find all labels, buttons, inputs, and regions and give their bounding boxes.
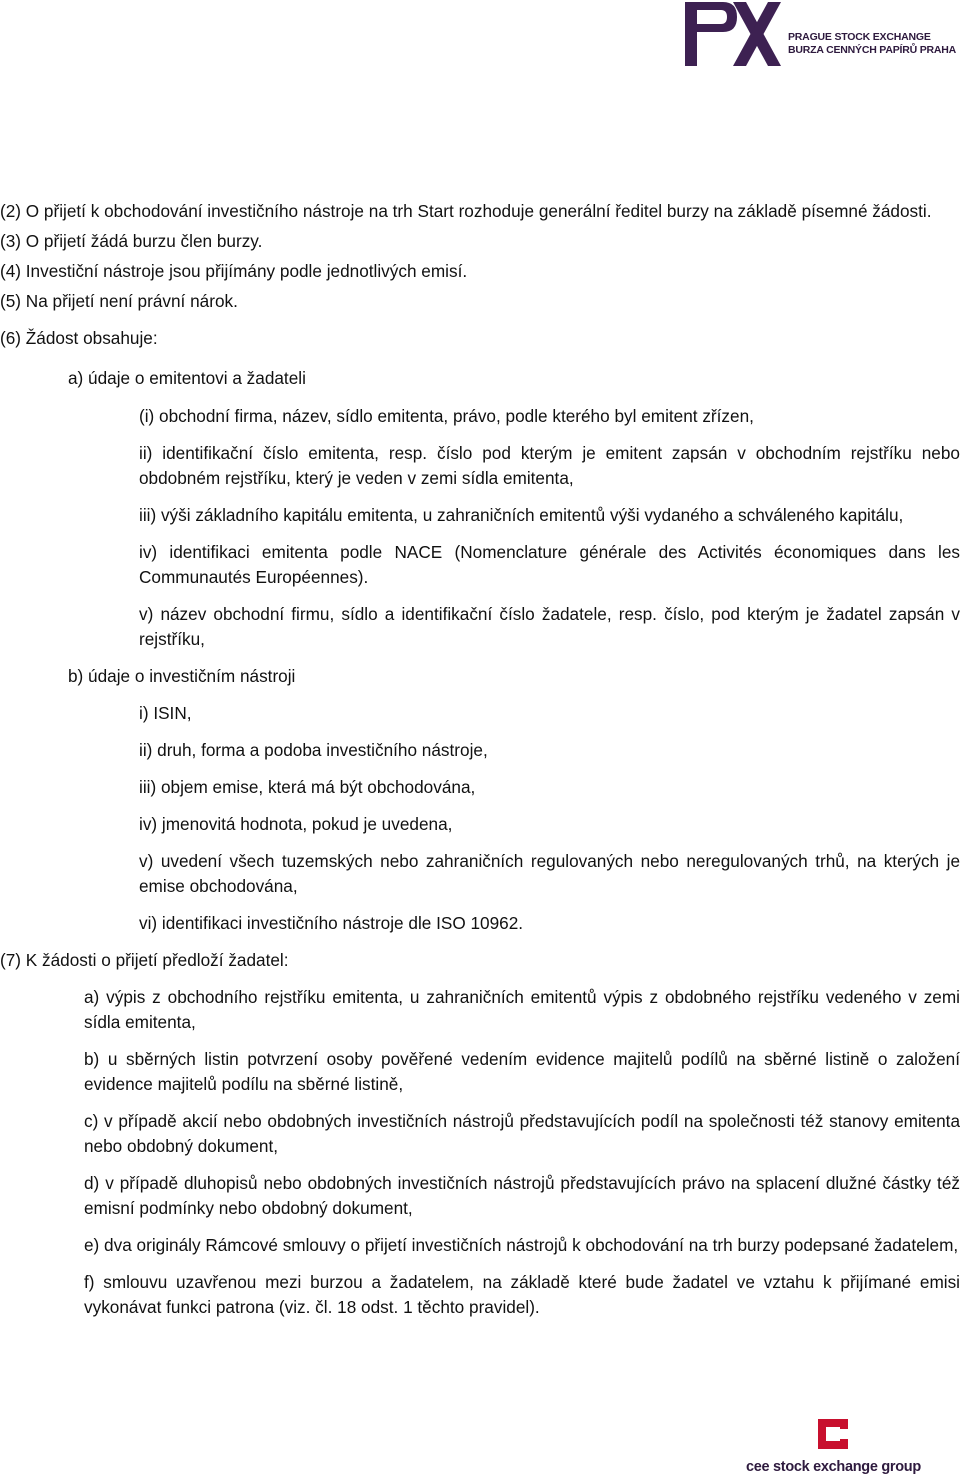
paragraph-2: (2) O přijetí k obchodování investičního nástroje na trh Start rozhoduje generální ředitel burzy na základě písemné žádosti. bbox=[0, 201, 932, 221]
section-a-title: a) údaje o emitentovi a žadateli bbox=[68, 368, 306, 388]
section-a-item: iv) identifikaci emitenta podle NACE (Nomenclature générale des Activités économiques dans les Communautés Européennes). bbox=[139, 542, 960, 587]
section-b-item: i) ISIN, bbox=[139, 703, 192, 723]
section-b-title: b) údaje o investičním nástroji bbox=[68, 666, 296, 686]
cee-logo-text: cee stock exchange group bbox=[746, 1459, 921, 1475]
section-a-item: iii) výši základního kapitálu emitenta, u zahraničních emitentů výši vydaného a schváleného kapitálu, bbox=[139, 505, 904, 525]
paragraph-3: (3) O přijetí žádá burzu člen burzy. bbox=[0, 231, 263, 251]
paragraph-4: (4) Investiční nástroje jsou přijímány podle jednotlivých emisí. bbox=[0, 261, 468, 281]
section-b-item: v) uvedení všech tuzemských nebo zahraničních regulovaných nebo neregulovaných trhů, na kterých je emise obchodována, bbox=[139, 851, 960, 896]
pse-logo-icon bbox=[683, 0, 783, 70]
cee-mark-icon bbox=[816, 1417, 850, 1451]
logo-line-2: BURZA CENNÝCH PAPÍRŮ PRAHA bbox=[788, 44, 957, 56]
section-a-item: ii) identifikační číslo emitenta, resp. číslo pod kterým je emitent zapsán v obchodním rejstříku nebo obdobném rejstříku, který je veden v zemi sídla emitenta, bbox=[139, 443, 960, 488]
cee-logo bbox=[746, 1417, 960, 1484]
document-body bbox=[0, 199, 960, 1320]
paragraph-7: (7) K žádosti o přijetí předloží žadatel: bbox=[0, 950, 289, 970]
section-b-item: iv) jmenovitá hodnota, pokud je uvedena, bbox=[139, 814, 453, 834]
paragraph-6: (6) Žádost obsahuje: bbox=[0, 328, 158, 348]
section-b-item: iii) objem emise, která má být obchodována, bbox=[139, 777, 476, 797]
section-b-item: ii) druh, forma a podoba investičního nástroje, bbox=[139, 740, 488, 760]
section-7-item: e) dva originály Rámcové smlouvy o přijetí investičních nástrojů k obchodování na trh burzy podepsané žadatelem, bbox=[84, 1235, 959, 1255]
section-b-item: vi) identifikaci investičního nástroje dle ISO 10962. bbox=[139, 913, 524, 933]
section-7-item: f) smlouvu uzavřenou mezi burzou a žadatelem, na základě které bude žadatel ve vztahu k přijímané emisi vykonávat funkci patrona (viz. čl. 18 odst. 1 těchto pravidel). bbox=[84, 1272, 960, 1317]
section-7-item: d) v případě dluhopisů nebo obdobných investičních nástrojů představujících právo na splacení dlužné částky též emisní podmínky nebo obdobný dokument, bbox=[84, 1173, 960, 1218]
logo-line-1: PRAGUE STOCK EXCHANGE bbox=[788, 31, 931, 43]
section-7-item: c) v případě akcií nebo obdobných investičních nástrojů představujících podíl na společnosti též stanovy emitenta nebo obdobný dokument, bbox=[84, 1111, 960, 1156]
section-a-item: (i) obchodní firma, název, sídlo emitenta, právo, podle kterého byl emitent zřízen, bbox=[139, 406, 754, 426]
section-a-item: v) název obchodní firmu, sídlo a identifikační číslo žadatele, resp. číslo, pod kterým je žadatel zapsán v rejstříku, bbox=[139, 604, 960, 649]
section-7-item: b) u sběrných listin potvrzení osoby pověřené vedením evidence majitelů podílů na sběrné listině o založení evidence majitelů podílu na sběrné listině, bbox=[84, 1049, 960, 1094]
paragraph-5: (5) Na přijetí není právní nárok. bbox=[0, 291, 238, 311]
section-7-item: a) výpis z obchodního rejstříku emitenta, u zahraničních emitentů výpis z obdobného rejstříku vedeného v zemi sídla emitenta, bbox=[84, 987, 960, 1032]
pse-logo-text bbox=[788, 31, 956, 57]
